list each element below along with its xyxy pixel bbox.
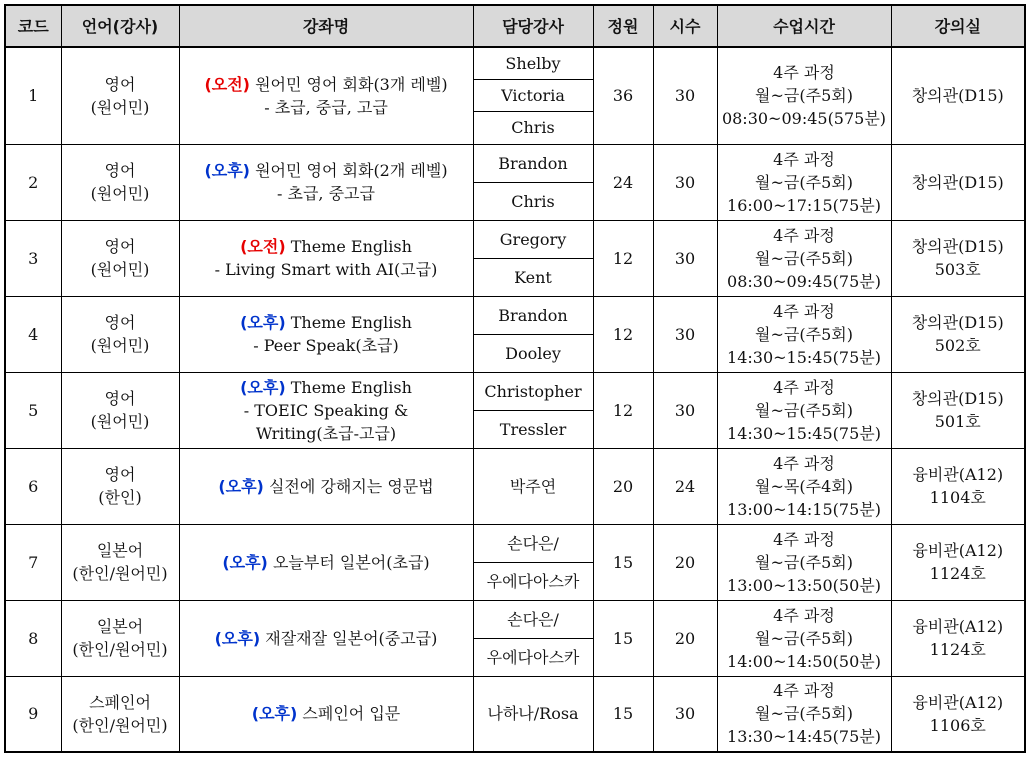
table-row	[5, 47, 1025, 79]
course-title	[179, 47, 473, 144]
course-room	[891, 372, 1025, 448]
table-row	[5, 524, 1025, 562]
course-code: 5	[5, 372, 61, 448]
course-language	[61, 676, 179, 752]
course-room	[891, 144, 1025, 220]
schedule-line: 4주 과정	[773, 605, 835, 625]
course-room	[891, 296, 1025, 372]
course-title	[179, 296, 473, 372]
course-title	[179, 372, 473, 448]
schedule-line: 16:00~17:15(75분)	[727, 195, 881, 215]
room-line: 503호	[934, 260, 981, 279]
header-course-name: 강좌명	[179, 5, 473, 47]
table-row	[5, 372, 1025, 410]
room-line: 1124호	[929, 564, 986, 583]
language-line: (원어민)	[90, 260, 150, 279]
title-text: - Living Smart with AI(고급)	[214, 260, 438, 279]
course-code: 1	[5, 47, 61, 144]
course-hours: 30	[653, 144, 717, 220]
course-instructor	[473, 448, 593, 524]
course-language	[61, 144, 179, 220]
title-line	[184, 334, 469, 357]
session-tag: (오전)	[240, 237, 286, 256]
course-schedule	[717, 448, 891, 524]
title-line	[184, 159, 469, 182]
course-hours: 20	[653, 600, 717, 676]
language-line: (한인/원어민)	[72, 715, 168, 735]
table-row	[5, 144, 1025, 182]
language-line: 영어	[104, 389, 136, 408]
header-schedule: 수업시간	[717, 5, 891, 47]
language-line: 일본어	[96, 541, 144, 560]
header-hours: 시수	[653, 5, 717, 47]
room-line: 창의관(D15)	[911, 389, 1004, 408]
course-instructor: 우에다아스카	[473, 638, 593, 676]
course-instructor: Chris	[473, 182, 593, 220]
room-line: 501호	[934, 412, 981, 431]
course-language	[61, 372, 179, 448]
instructor-line: 박주연	[509, 476, 557, 496]
table-row	[5, 448, 1025, 524]
header-row	[5, 5, 1025, 47]
course-language	[61, 448, 179, 524]
room-line: 융비관(A12)	[912, 617, 1004, 636]
title-line	[184, 627, 469, 650]
title-line	[184, 235, 469, 258]
language-line: 영어	[104, 465, 136, 484]
room-line: 1106호	[929, 715, 986, 735]
table-row	[5, 220, 1025, 258]
course-code: 3	[5, 220, 61, 296]
title-text: 원어민 영어 회화(2개 레벨)	[255, 161, 448, 180]
title-text: 실전에 강해지는 영문법	[268, 476, 434, 496]
course-title	[179, 220, 473, 296]
course-room	[891, 47, 1025, 144]
header-language: 언어(강사)	[61, 5, 179, 47]
room-line: 1124호	[929, 640, 986, 659]
course-capacity: 36	[593, 47, 653, 144]
course-title	[179, 144, 473, 220]
course-language	[61, 296, 179, 372]
course-title	[179, 600, 473, 676]
language-line: (한인)	[98, 488, 142, 507]
language-line: (한인/원어민)	[72, 564, 168, 583]
room-line: 1104호	[929, 488, 986, 507]
course-capacity: 20	[593, 448, 653, 524]
title-text: Theme English	[290, 313, 412, 332]
session-tag: (오후)	[218, 476, 264, 496]
session-tag: (오후)	[214, 628, 261, 648]
course-capacity: 15	[593, 524, 653, 600]
header-code: 코드	[5, 5, 61, 47]
course-instructor: Gregory	[473, 220, 593, 258]
table-row	[5, 676, 1025, 752]
course-schedule	[717, 600, 891, 676]
course-schedule	[717, 220, 891, 296]
course-schedule	[717, 524, 891, 600]
course-hours: 24	[653, 448, 717, 524]
language-line: 영어	[104, 74, 136, 94]
course-instructor: Christopher	[473, 372, 593, 410]
title-text: - TOEIC Speaking &	[243, 400, 409, 420]
session-tag: (오후)	[251, 704, 298, 724]
course-hours: 30	[653, 296, 717, 372]
course-instructor: 손다은/	[473, 600, 593, 638]
title-line	[184, 96, 469, 119]
course-schedule	[717, 296, 891, 372]
schedule-line: 14:30~15:45(75분)	[727, 423, 881, 443]
course-capacity: 24	[593, 144, 653, 220]
course-instructor: Shelby	[473, 47, 593, 79]
course-schedule	[717, 47, 891, 144]
course-hours: 30	[653, 220, 717, 296]
course-room	[891, 676, 1025, 752]
course-code: 2	[5, 144, 61, 220]
course-instructor: 손다은/	[473, 524, 593, 562]
title-text: 스페인어 입문	[302, 704, 401, 724]
schedule-line: 4주 과정	[773, 377, 835, 397]
schedule-line: 월~금(주5회)	[755, 628, 853, 648]
course-code: 9	[5, 676, 61, 752]
course-code: 4	[5, 296, 61, 372]
schedule-line: 월~금(주5회)	[755, 172, 853, 192]
session-tag: (오전)	[204, 74, 250, 94]
schedule-line: 4주 과정	[773, 225, 835, 245]
header-capacity: 정원	[593, 5, 653, 47]
title-line	[184, 551, 469, 574]
header-room: 강의실	[891, 5, 1025, 47]
language-line: 영어	[104, 313, 136, 332]
schedule-line: 4주 과정	[773, 63, 835, 83]
course-title	[179, 448, 473, 524]
course-capacity: 12	[593, 372, 653, 448]
session-tag: (오후)	[204, 161, 250, 180]
title-line	[184, 258, 469, 281]
course-instructor: Tressler	[473, 410, 593, 448]
language-line: (원어민)	[90, 184, 150, 203]
course-room	[891, 600, 1025, 676]
schedule-line: 4주 과정	[773, 301, 835, 321]
session-tag: (오후)	[240, 313, 286, 332]
schedule-line: 13:30~14:45(75분)	[727, 727, 881, 747]
course-title	[179, 676, 473, 752]
title-text: Writing(초급-고급)	[255, 423, 397, 443]
schedule-line: 08:30~09:45(75분)	[727, 271, 881, 291]
schedule-line: 월~목(주4회)	[755, 476, 853, 496]
course-language	[61, 220, 179, 296]
course-room	[891, 448, 1025, 524]
language-line: 일본어	[96, 617, 144, 636]
course-capacity: 15	[593, 676, 653, 752]
course-schedule	[717, 372, 891, 448]
schedule-line: 4주 과정	[773, 453, 835, 473]
title-text: - Peer Speak(초급)	[253, 336, 399, 355]
course-hours: 30	[653, 47, 717, 144]
language-line: (원어민)	[90, 336, 150, 355]
course-instructor: Victoria	[473, 79, 593, 111]
language-line: (한인/원어민)	[72, 640, 168, 659]
room-line: 502호	[934, 336, 981, 355]
course-capacity: 15	[593, 600, 653, 676]
schedule-line: 13:00~14:15(75분)	[727, 499, 881, 519]
course-instructor: Brandon	[473, 144, 593, 182]
schedule-line: 월~금(주5회)	[755, 248, 853, 268]
language-line: 스페인어	[89, 692, 151, 712]
header-instructor: 담당강사	[473, 5, 593, 47]
course-instructor: Chris	[473, 111, 593, 144]
course-capacity: 12	[593, 296, 653, 372]
course-hours: 30	[653, 676, 717, 752]
course-table	[4, 4, 1026, 753]
instructor-line: 나하나/Rosa	[487, 704, 579, 724]
course-instructor: Dooley	[473, 334, 593, 372]
language-line: (원어민)	[90, 412, 150, 431]
course-language	[61, 524, 179, 600]
title-line	[184, 422, 469, 445]
title-text: 재잘재잘 일본어(중고급)	[265, 628, 438, 648]
schedule-line: 월~금(주5회)	[755, 324, 853, 344]
schedule-line: 월~금(주5회)	[755, 400, 853, 420]
session-tag: (오후)	[240, 377, 286, 397]
title-text: - 초급, 중급, 고급	[264, 97, 388, 117]
title-line	[184, 475, 469, 498]
course-language	[61, 600, 179, 676]
room-line: 창의관(D15)	[911, 313, 1004, 332]
course-schedule	[717, 676, 891, 752]
course-instructor	[473, 676, 593, 752]
schedule-line: 4주 과정	[773, 149, 835, 169]
session-tag: (오후)	[222, 552, 268, 572]
course-title	[179, 524, 473, 600]
course-schedule	[717, 144, 891, 220]
schedule-line: 월~금(주5회)	[755, 704, 853, 724]
course-hours: 20	[653, 524, 717, 600]
title-line	[184, 182, 469, 205]
course-capacity: 12	[593, 220, 653, 296]
title-line	[184, 311, 469, 334]
schedule-line: 13:00~13:50(50분)	[727, 575, 881, 595]
title-line	[184, 399, 469, 422]
title-text: 원어민 영어 회화(3개 레벨)	[255, 74, 448, 94]
room-line: 창의관(D15)	[911, 172, 1004, 192]
course-code: 7	[5, 524, 61, 600]
language-line: 영어	[104, 161, 136, 180]
language-line: 영어	[104, 237, 136, 256]
title-text: - 초급, 중고급	[277, 184, 375, 203]
schedule-line: 4주 과정	[773, 529, 835, 549]
title-line	[184, 702, 469, 725]
schedule-line: 14:30~15:45(75분)	[727, 347, 881, 367]
course-instructor: 우에다아스카	[473, 562, 593, 600]
schedule-line: 08:30~09:45(575분)	[721, 109, 887, 129]
schedule-line: 14:00~14:50(50분)	[727, 651, 881, 671]
room-line: 융비관(A12)	[912, 692, 1004, 712]
schedule-line: 월~금(주5회)	[755, 86, 853, 106]
room-line: 창의관(D15)	[911, 86, 1004, 106]
course-instructor: Brandon	[473, 296, 593, 334]
table-row	[5, 600, 1025, 638]
schedule-line: 4주 과정	[773, 681, 835, 701]
language-line: (원어민)	[90, 97, 150, 117]
room-line: 융비관(A12)	[912, 465, 1004, 484]
title-text: Theme English	[290, 377, 412, 397]
course-code: 8	[5, 600, 61, 676]
schedule-line: 월~금(주5회)	[755, 552, 853, 572]
title-line	[184, 376, 469, 399]
course-room	[891, 524, 1025, 600]
course-language	[61, 47, 179, 144]
course-instructor: Kent	[473, 258, 593, 296]
room-line: 융비관(A12)	[912, 541, 1004, 560]
course-code: 6	[5, 448, 61, 524]
title-line	[184, 73, 469, 96]
course-hours: 30	[653, 372, 717, 448]
title-text: Theme English	[290, 237, 412, 256]
course-room	[891, 220, 1025, 296]
room-line: 창의관(D15)	[911, 237, 1004, 256]
title-text: 오늘부터 일본어(초급)	[272, 552, 430, 572]
table-row	[5, 296, 1025, 334]
